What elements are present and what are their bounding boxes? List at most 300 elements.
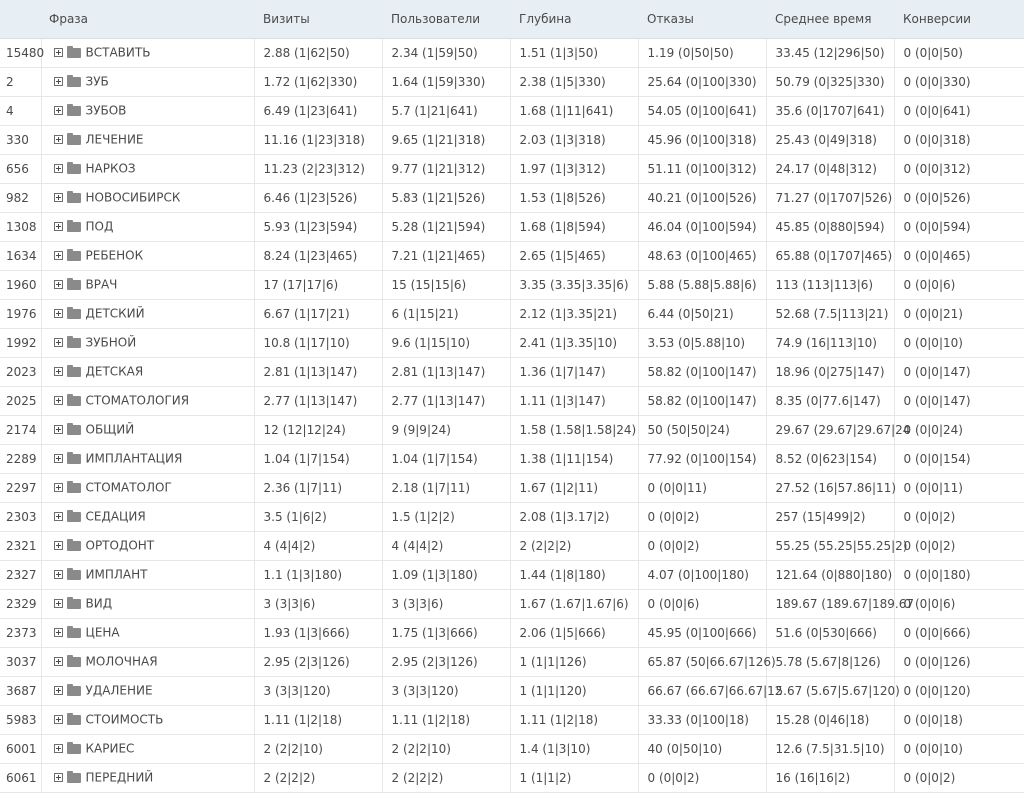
visits-cell: 12 (12|12|24) <box>254 415 382 444</box>
phrase-cell <box>41 386 254 415</box>
avg-time-cell: 121.64 (0|880|180) <box>766 560 894 589</box>
phrase-label[interactable]: ДЕТСКИЙ <box>85 306 145 321</box>
table-row[interactable] <box>0 241 1024 270</box>
depth-cell: 2.65 (1|5|465) <box>510 241 638 270</box>
phrase-cell <box>41 299 254 328</box>
bounces-cell: 46.04 (0|100|594) <box>638 212 766 241</box>
expand-plus-icon[interactable] <box>54 135 63 144</box>
users-cell: 6 (1|15|21) <box>382 299 510 328</box>
folder-icon <box>67 222 81 232</box>
table-row[interactable] <box>0 705 1024 734</box>
visits-cell: 6.46 (1|23|526) <box>254 183 382 212</box>
users-cell: 2.81 (1|13|147) <box>382 357 510 386</box>
avg-time-cell: 5.67 (5.67|5.67|120) <box>766 676 894 705</box>
phrase-cell <box>41 560 254 589</box>
phrase-cell <box>41 618 254 647</box>
bounces-cell: 1.19 (0|50|50) <box>638 38 766 67</box>
avg-time-cell: 15.28 (0|46|18) <box>766 705 894 734</box>
expand-plus-icon[interactable] <box>54 106 63 115</box>
depth-cell: 1.11 (1|3|147) <box>510 386 638 415</box>
expand-plus-icon[interactable] <box>54 193 63 202</box>
conversions-cell: 0 (0|0|10) <box>894 734 1024 763</box>
phrase-cell <box>41 328 254 357</box>
users-cell: 1.64 (1|59|330) <box>382 67 510 96</box>
visits-cell: 6.67 (1|17|21) <box>254 299 382 328</box>
depth-cell: 1.67 (1.67|1.67|6) <box>510 589 638 618</box>
phrase-label[interactable]: ВСТАВИТЬ <box>85 45 151 60</box>
header-users[interactable]: Пользователи <box>382 0 510 38</box>
folder-icon <box>67 773 81 783</box>
folder-icon <box>67 396 81 406</box>
phrase-cell <box>41 96 254 125</box>
table-body <box>0 38 1024 792</box>
avg-time-cell: 27.52 (16|57.86|11) <box>766 473 894 502</box>
folder-icon <box>67 193 81 203</box>
table-row[interactable] <box>0 647 1024 676</box>
phrase-cell <box>41 241 254 270</box>
phrase-label[interactable]: УДАЛЕНИЕ <box>85 683 153 698</box>
folder-icon <box>67 570 81 580</box>
expand-plus-icon[interactable] <box>54 48 63 57</box>
visits-cell: 2.88 (1|62|50) <box>254 38 382 67</box>
table-row[interactable] <box>0 763 1024 792</box>
phrase-cell <box>41 473 254 502</box>
conversions-cell: 0 (0|0|2) <box>894 502 1024 531</box>
conversions-cell: 0 (0|0|6) <box>894 270 1024 299</box>
visits-cell: 8.24 (1|23|465) <box>254 241 382 270</box>
table-row[interactable] <box>0 270 1024 299</box>
row-id-cell: 2174 <box>0 415 41 444</box>
row-id-cell: 2327 <box>0 560 41 589</box>
expand-plus-icon[interactable] <box>54 164 63 173</box>
visits-cell: 1.1 (1|3|180) <box>254 560 382 589</box>
folder-icon <box>67 367 81 377</box>
depth-cell: 1.53 (1|8|526) <box>510 183 638 212</box>
avg-time-cell: 113 (113|113|6) <box>766 270 894 299</box>
users-cell: 1.09 (1|3|180) <box>382 560 510 589</box>
depth-cell: 2.06 (1|5|666) <box>510 618 638 647</box>
table-row[interactable] <box>0 125 1024 154</box>
visits-cell: 17 (17|17|6) <box>254 270 382 299</box>
conversions-cell: 0 (0|0|318) <box>894 125 1024 154</box>
bounces-cell: 65.87 (50|66.67|126) <box>638 647 766 676</box>
phrase-label[interactable]: ИМПЛАНТАЦИЯ <box>85 451 183 466</box>
row-id-cell: 1308 <box>0 212 41 241</box>
users-cell: 9.65 (1|21|318) <box>382 125 510 154</box>
avg-time-cell: 189.67 (189.67|189.67 <box>766 589 894 618</box>
row-id-cell: 2321 <box>0 531 41 560</box>
bounces-cell: 0 (0|0|11) <box>638 473 766 502</box>
depth-cell: 1.68 (1|8|594) <box>510 212 638 241</box>
expand-plus-icon[interactable] <box>54 222 63 231</box>
depth-cell: 2.08 (1|3.17|2) <box>510 502 638 531</box>
folder-icon <box>67 483 81 493</box>
bounces-cell: 25.64 (0|100|330) <box>638 67 766 96</box>
header-depth[interactable]: Глубина <box>510 0 638 38</box>
expand-plus-icon[interactable] <box>54 77 63 86</box>
expand-plus-icon[interactable] <box>54 396 63 405</box>
avg-time-cell: 257 (15|499|2) <box>766 502 894 531</box>
avg-time-cell: 51.6 (0|530|666) <box>766 618 894 647</box>
folder-icon <box>67 338 81 348</box>
expand-plus-icon[interactable] <box>54 599 63 608</box>
table-row[interactable] <box>0 328 1024 357</box>
phrase-label[interactable]: ВИД <box>85 596 113 611</box>
conversions-cell: 0 (0|0|11) <box>894 473 1024 502</box>
bounces-cell: 58.82 (0|100|147) <box>638 357 766 386</box>
users-cell: 5.83 (1|21|526) <box>382 183 510 212</box>
header-phrase[interactable]: Фраза <box>41 0 254 38</box>
conversions-cell: 0 (0|0|24) <box>894 415 1024 444</box>
folder-icon <box>67 657 81 667</box>
avg-time-cell: 45.85 (0|880|594) <box>766 212 894 241</box>
table-row[interactable] <box>0 734 1024 763</box>
conversions-cell: 0 (0|0|666) <box>894 618 1024 647</box>
users-cell: 2 (2|2|10) <box>382 734 510 763</box>
avg-time-cell: 35.6 (0|1707|641) <box>766 96 894 125</box>
table-row[interactable] <box>0 96 1024 125</box>
depth-cell: 1 (1|1|120) <box>510 676 638 705</box>
phrase-cell <box>41 589 254 618</box>
folder-icon <box>67 425 81 435</box>
users-cell: 2.95 (2|3|126) <box>382 647 510 676</box>
depth-cell: 1.11 (1|2|18) <box>510 705 638 734</box>
conversions-cell: 0 (0|0|2) <box>894 531 1024 560</box>
bounces-cell: 40.21 (0|100|526) <box>638 183 766 212</box>
phrase-label[interactable]: СТОИМОСТЬ <box>85 712 164 727</box>
expand-plus-icon[interactable] <box>54 425 63 434</box>
visits-cell: 5.93 (1|23|594) <box>254 212 382 241</box>
folder-icon <box>67 512 81 522</box>
expand-plus-icon[interactable] <box>54 483 63 492</box>
depth-cell: 2.03 (1|3|318) <box>510 125 638 154</box>
avg-time-cell: 33.45 (12|296|50) <box>766 38 894 67</box>
row-id-cell: 1976 <box>0 299 41 328</box>
bounces-cell: 77.92 (0|100|154) <box>638 444 766 473</box>
table-row[interactable] <box>0 676 1024 705</box>
phrase-cell <box>41 763 254 792</box>
visits-cell: 11.16 (1|23|318) <box>254 125 382 154</box>
table-row[interactable] <box>0 560 1024 589</box>
conversions-cell: 0 (0|0|330) <box>894 67 1024 96</box>
expand-plus-icon[interactable] <box>54 657 63 666</box>
bounces-cell: 66.67 (66.67|66.67|12 <box>638 676 766 705</box>
depth-cell: 1.68 (1|11|641) <box>510 96 638 125</box>
visits-cell: 2.77 (1|13|147) <box>254 386 382 415</box>
folder-icon <box>67 541 81 551</box>
visits-cell: 2 (2|2|2) <box>254 763 382 792</box>
phrase-label[interactable]: НОВОСИБИРСК <box>85 190 181 205</box>
users-cell: 1.75 (1|3|666) <box>382 618 510 647</box>
expand-plus-icon[interactable] <box>54 686 63 695</box>
folder-icon <box>67 280 81 290</box>
conversions-cell: 0 (0|0|154) <box>894 444 1024 473</box>
depth-cell: 1.44 (1|8|180) <box>510 560 638 589</box>
users-cell: 2.18 (1|7|11) <box>382 473 510 502</box>
table-row[interactable] <box>0 589 1024 618</box>
visits-cell: 3.5 (1|6|2) <box>254 502 382 531</box>
users-cell: 2 (2|2|2) <box>382 763 510 792</box>
visits-cell: 10.8 (1|17|10) <box>254 328 382 357</box>
bounces-cell: 4.07 (0|100|180) <box>638 560 766 589</box>
phrase-label[interactable]: НАРКОЗ <box>85 161 136 176</box>
phrase-cell <box>41 125 254 154</box>
visits-cell: 1.93 (1|3|666) <box>254 618 382 647</box>
expand-plus-icon[interactable] <box>54 773 63 782</box>
header-conversions[interactable]: Конверсии <box>894 0 1024 38</box>
table-row[interactable] <box>0 357 1024 386</box>
phrase-label[interactable]: ЗУБ <box>85 74 109 89</box>
row-id-cell: 982 <box>0 183 41 212</box>
expand-plus-icon[interactable] <box>54 338 63 347</box>
table-row[interactable] <box>0 299 1024 328</box>
phrase-cell <box>41 67 254 96</box>
expand-plus-icon[interactable] <box>54 251 63 260</box>
phrase-label[interactable]: СЕДАЦИЯ <box>85 509 146 524</box>
conversions-cell: 0 (0|0|126) <box>894 647 1024 676</box>
table-row[interactable] <box>0 212 1024 241</box>
visits-cell: 2 (2|2|10) <box>254 734 382 763</box>
expand-plus-icon[interactable] <box>54 628 63 637</box>
table-row[interactable] <box>0 38 1024 67</box>
folder-icon <box>67 309 81 319</box>
conversions-cell: 0 (0|0|641) <box>894 96 1024 125</box>
phrase-label[interactable]: ДЕТСКАЯ <box>85 364 144 379</box>
table-row[interactable] <box>0 67 1024 96</box>
users-cell: 15 (15|15|6) <box>382 270 510 299</box>
depth-cell: 1 (1|1|126) <box>510 647 638 676</box>
avg-time-cell: 5.78 (5.67|8|126) <box>766 647 894 676</box>
folder-icon <box>67 599 81 609</box>
row-id-cell: 1960 <box>0 270 41 299</box>
row-id-cell: 1634 <box>0 241 41 270</box>
depth-cell: 1.36 (1|7|147) <box>510 357 638 386</box>
folder-icon <box>67 251 81 261</box>
avg-time-cell: 12.6 (7.5|31.5|10) <box>766 734 894 763</box>
folder-icon <box>67 135 81 145</box>
phrase-label[interactable]: ПОД <box>85 219 114 234</box>
conversions-cell: 0 (0|0|465) <box>894 241 1024 270</box>
expand-plus-icon[interactable] <box>54 280 63 289</box>
phrase-cell <box>41 38 254 67</box>
phrase-label[interactable]: СТОМАТОЛОГИЯ <box>85 393 190 408</box>
phrase-label[interactable]: ИМПЛАНТ <box>85 567 148 582</box>
phrase-cell <box>41 270 254 299</box>
phrase-cell <box>41 647 254 676</box>
expand-plus-icon[interactable] <box>54 541 63 550</box>
phrase-label[interactable]: МОЛОЧНАЯ <box>85 654 158 669</box>
users-cell: 1.11 (1|2|18) <box>382 705 510 734</box>
visits-cell: 2.36 (1|7|11) <box>254 473 382 502</box>
phrase-cell <box>41 415 254 444</box>
avg-time-cell: 8.52 (0|623|154) <box>766 444 894 473</box>
avg-time-cell: 18.96 (0|275|147) <box>766 357 894 386</box>
visits-cell: 1.11 (1|2|18) <box>254 705 382 734</box>
expand-plus-icon[interactable] <box>54 570 63 579</box>
depth-cell: 1.67 (1|2|11) <box>510 473 638 502</box>
table-row[interactable] <box>0 531 1024 560</box>
table-row[interactable] <box>0 415 1024 444</box>
depth-cell: 1.51 (1|3|50) <box>510 38 638 67</box>
row-id-cell: 6061 <box>0 763 41 792</box>
table-header-row <box>0 0 1024 38</box>
folder-icon <box>67 77 81 87</box>
bounces-cell: 0 (0|0|6) <box>638 589 766 618</box>
visits-cell: 4 (4|4|2) <box>254 531 382 560</box>
depth-cell: 2.38 (1|5|330) <box>510 67 638 96</box>
table-row[interactable] <box>0 473 1024 502</box>
phrase-label[interactable]: ВРАЧ <box>85 277 118 292</box>
depth-cell: 1.38 (1|11|154) <box>510 444 638 473</box>
table-row[interactable] <box>0 183 1024 212</box>
row-id-cell: 3037 <box>0 647 41 676</box>
phrase-label[interactable]: ОРТОДОНТ <box>85 538 155 553</box>
phrase-label[interactable]: ЗУБНОЙ <box>85 335 137 350</box>
row-id-cell: 5983 <box>0 705 41 734</box>
conversions-cell: 0 (0|0|6) <box>894 589 1024 618</box>
avg-time-cell: 8.35 (0|77.6|147) <box>766 386 894 415</box>
users-cell: 9.6 (1|15|10) <box>382 328 510 357</box>
row-id-cell: 3687 <box>0 676 41 705</box>
row-id-cell: 6001 <box>0 734 41 763</box>
phrase-cell <box>41 734 254 763</box>
users-cell: 3 (3|3|120) <box>382 676 510 705</box>
phrase-cell <box>41 183 254 212</box>
avg-time-cell: 50.79 (0|325|330) <box>766 67 894 96</box>
phrase-label[interactable]: РЕБЕНОК <box>85 248 144 263</box>
row-id-cell: 1992 <box>0 328 41 357</box>
avg-time-cell: 24.17 (0|48|312) <box>766 154 894 183</box>
bounces-cell: 6.44 (0|50|21) <box>638 299 766 328</box>
conversions-cell: 0 (0|0|147) <box>894 386 1024 415</box>
visits-cell: 3 (3|3|6) <box>254 589 382 618</box>
table-row[interactable] <box>0 502 1024 531</box>
users-cell: 5.28 (1|21|594) <box>382 212 510 241</box>
depth-cell: 3.35 (3.35|3.35|6) <box>510 270 638 299</box>
visits-cell: 11.23 (2|23|312) <box>254 154 382 183</box>
expand-plus-icon[interactable] <box>54 309 63 318</box>
conversions-cell: 0 (0|0|2) <box>894 763 1024 792</box>
phrase-label[interactable]: ЗУБОВ <box>85 103 127 118</box>
avg-time-cell: 52.68 (7.5|113|21) <box>766 299 894 328</box>
depth-cell: 1 (1|1|2) <box>510 763 638 792</box>
header-visits[interactable]: Визиты <box>254 0 382 38</box>
bounces-cell: 33.33 (0|100|18) <box>638 705 766 734</box>
folder-icon <box>67 454 81 464</box>
table-row[interactable] <box>0 618 1024 647</box>
bounces-cell: 40 (0|50|10) <box>638 734 766 763</box>
avg-time-cell: 55.25 (55.25|55.25|2) <box>766 531 894 560</box>
expand-plus-icon[interactable] <box>54 744 63 753</box>
phrase-cell <box>41 154 254 183</box>
conversions-cell: 0 (0|0|312) <box>894 154 1024 183</box>
bounces-cell: 0 (0|0|2) <box>638 502 766 531</box>
folder-icon <box>67 106 81 116</box>
conversions-cell: 0 (0|0|594) <box>894 212 1024 241</box>
conversions-cell: 0 (0|0|147) <box>894 357 1024 386</box>
bounces-cell: 45.95 (0|100|666) <box>638 618 766 647</box>
folder-icon <box>67 715 81 725</box>
expand-plus-icon[interactable] <box>54 454 63 463</box>
phrase-label[interactable]: КАРИЕС <box>85 741 135 756</box>
avg-time-cell: 25.43 (0|49|318) <box>766 125 894 154</box>
table-row[interactable] <box>0 154 1024 183</box>
row-id-cell: 656 <box>0 154 41 183</box>
phrase-cell <box>41 444 254 473</box>
conversions-cell: 0 (0|0|18) <box>894 705 1024 734</box>
folder-icon <box>67 48 81 58</box>
phrase-cell <box>41 212 254 241</box>
bounces-cell: 48.63 (0|100|465) <box>638 241 766 270</box>
row-id-cell: 2329 <box>0 589 41 618</box>
bounces-cell: 58.82 (0|100|147) <box>638 386 766 415</box>
row-id-cell: 2025 <box>0 386 41 415</box>
depth-cell: 2.41 (1|3.35|10) <box>510 328 638 357</box>
avg-time-cell: 71.27 (0|1707|526) <box>766 183 894 212</box>
bounces-cell: 54.05 (0|100|641) <box>638 96 766 125</box>
phrase-cell <box>41 676 254 705</box>
users-cell: 5.7 (1|21|641) <box>382 96 510 125</box>
visits-cell: 2.81 (1|13|147) <box>254 357 382 386</box>
bounces-cell: 0 (0|0|2) <box>638 763 766 792</box>
users-cell: 3 (3|3|6) <box>382 589 510 618</box>
depth-cell: 2 (2|2|2) <box>510 531 638 560</box>
folder-icon <box>67 164 81 174</box>
phrase-label[interactable]: ОБЩИЙ <box>85 422 135 437</box>
phrase-label[interactable]: ПЕРЕДНИЙ <box>85 770 154 785</box>
conversions-cell: 0 (0|0|526) <box>894 183 1024 212</box>
users-cell: 7.21 (1|21|465) <box>382 241 510 270</box>
conversions-cell: 0 (0|0|120) <box>894 676 1024 705</box>
users-cell: 1.5 (1|2|2) <box>382 502 510 531</box>
visits-cell: 3 (3|3|120) <box>254 676 382 705</box>
avg-time-cell: 65.88 (0|1707|465) <box>766 241 894 270</box>
visits-cell: 2.95 (2|3|126) <box>254 647 382 676</box>
bounces-cell: 5.88 (5.88|5.88|6) <box>638 270 766 299</box>
users-cell: 9 (9|9|24) <box>382 415 510 444</box>
conversions-cell: 0 (0|0|50) <box>894 38 1024 67</box>
expand-plus-icon[interactable] <box>54 367 63 376</box>
visits-cell: 1.04 (1|7|154) <box>254 444 382 473</box>
row-id-cell: 2303 <box>0 502 41 531</box>
row-id-cell: 2 <box>0 67 41 96</box>
bounces-cell: 51.11 (0|100|312) <box>638 154 766 183</box>
phrase-label[interactable]: ЛЕЧЕНИЕ <box>85 132 144 147</box>
expand-plus-icon[interactable] <box>54 512 63 521</box>
table-row[interactable] <box>0 444 1024 473</box>
header-bounces[interactable]: Отказы <box>638 0 766 38</box>
expand-plus-icon[interactable] <box>54 715 63 724</box>
row-id-cell: 2297 <box>0 473 41 502</box>
visits-cell: 6.49 (1|23|641) <box>254 96 382 125</box>
row-id-cell: 2023 <box>0 357 41 386</box>
users-cell: 4 (4|4|2) <box>382 531 510 560</box>
depth-cell: 2.12 (1|3.35|21) <box>510 299 638 328</box>
phrase-label[interactable]: ЦЕНА <box>85 625 120 640</box>
phrase-label[interactable]: СТОМАТОЛОГ <box>85 480 172 495</box>
users-cell: 9.77 (1|21|312) <box>382 154 510 183</box>
avg-time-cell: 29.67 (29.67|29.67|24 <box>766 415 894 444</box>
row-id-cell: 330 <box>0 125 41 154</box>
users-cell: 1.04 (1|7|154) <box>382 444 510 473</box>
phrase-cell <box>41 531 254 560</box>
row-id-cell: 4 <box>0 96 41 125</box>
bounces-cell: 0 (0|0|2) <box>638 531 766 560</box>
depth-cell: 1.58 (1.58|1.58|24) <box>510 415 638 444</box>
header-avg-time[interactable]: Среднее время <box>766 0 894 38</box>
header-id <box>0 0 41 38</box>
table-row[interactable] <box>0 386 1024 415</box>
